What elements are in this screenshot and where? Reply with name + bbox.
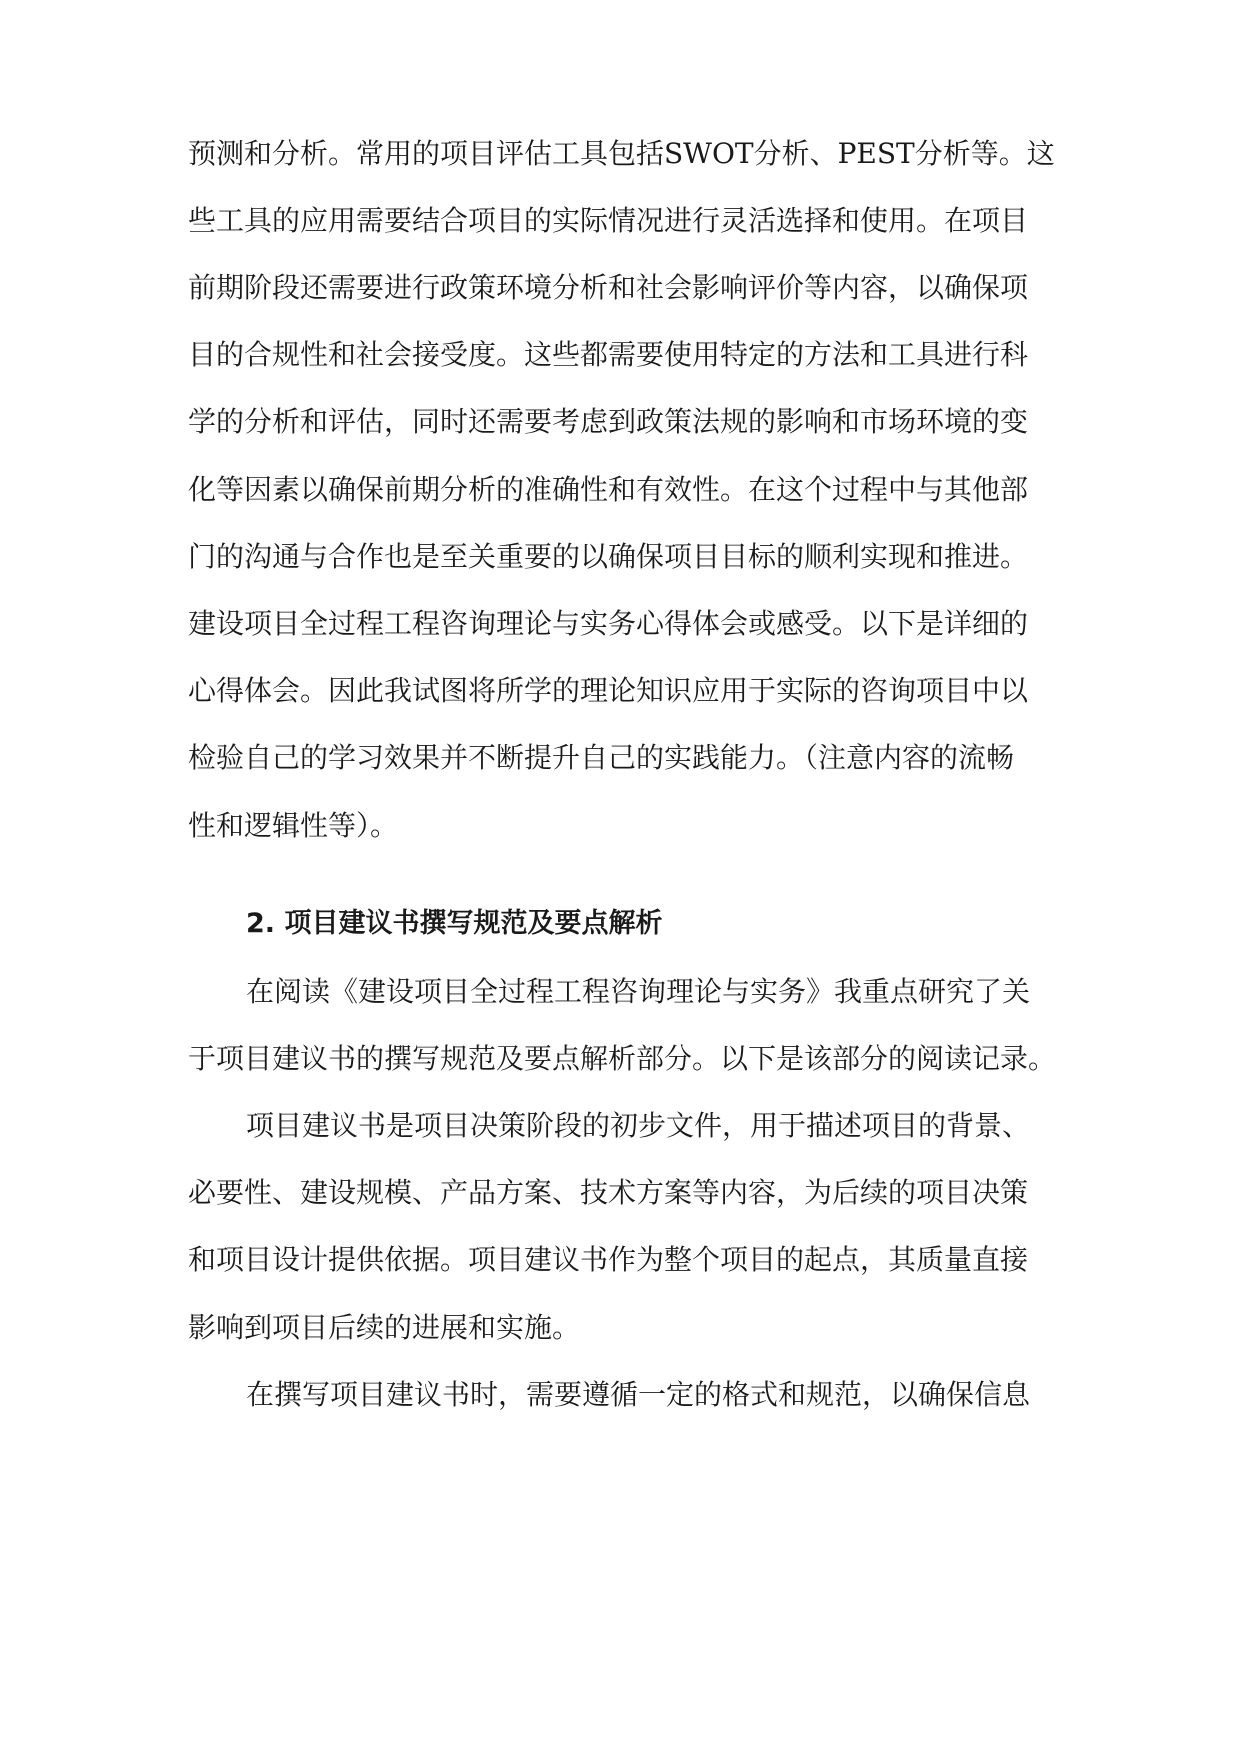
paragraph1-line: 些工具的应用需要结合项目的实际情况进行灵活选择和使用。在项目: [188, 204, 1029, 237]
paragraph1-line: 心得体会。因此我试图将所学的理论知识应用于实际的咨询项目中以: [188, 674, 1029, 707]
paragraph1-line: 预测和分析。常用的项目评估工具包括SWOT分析、PEST分析等。这: [188, 137, 1055, 170]
paragraph1-line: 建设项目全过程工程咨询理论与实务心得体会或感受。以下是详细的: [188, 607, 1029, 640]
paragraph1-line: 化等因素以确保前期分析的准确性和有效性。在这个过程中与其他部: [188, 473, 1029, 506]
paragraph1-line: 门的沟通与合作也是至关重要的以确保项目目标的顺利实现和推进。: [188, 540, 1029, 573]
paragraph2-line: 在阅读《建设项目全过程工程咨询理论与实务》我重点研究了关: [246, 975, 1031, 1008]
paragraph3-line: 影响到项目后续的进展和实施。: [188, 1311, 581, 1344]
paragraph3-line: 项目建议书是项目决策阶段的初步文件，用于描述项目的背景、: [246, 1109, 1031, 1142]
paragraph1-line: 学的分析和评估，同时还需要考虑到政策法规的影响和市场环境的变: [188, 405, 1029, 438]
paragraph4-line: 在撰写项目建议书时，需要遵循一定的格式和规范，以确保信息: [246, 1378, 1031, 1411]
paragraph2-line: 于项目建议书的撰写规范及要点解析部分。以下是该部分的阅读记录。: [188, 1042, 1057, 1075]
paragraph1-line: 性和逻辑性等）。: [188, 809, 399, 842]
paragraph3-line: 必要性、建设规模、产品方案、技术方案等内容，为后续的项目决策: [188, 1176, 1029, 1209]
paragraph3-line: 和项目设计提供依据。项目建议书作为整个项目的起点，其质量直接: [188, 1243, 1029, 1276]
paragraph1-line: 前期阶段还需要进行政策环境分析和社会影响评价等内容，以确保项: [188, 271, 1029, 304]
paragraph1-line: 检验自己的学习效果并不断提升自己的实践能力。（注意内容的流畅: [188, 741, 1015, 774]
paragraph1-line: 目的合规性和社会接受度。这些都需要使用特定的方法和工具进行科: [188, 338, 1029, 371]
section-heading: 2. 项目建议书撰写规范及要点解析: [246, 908, 663, 939]
